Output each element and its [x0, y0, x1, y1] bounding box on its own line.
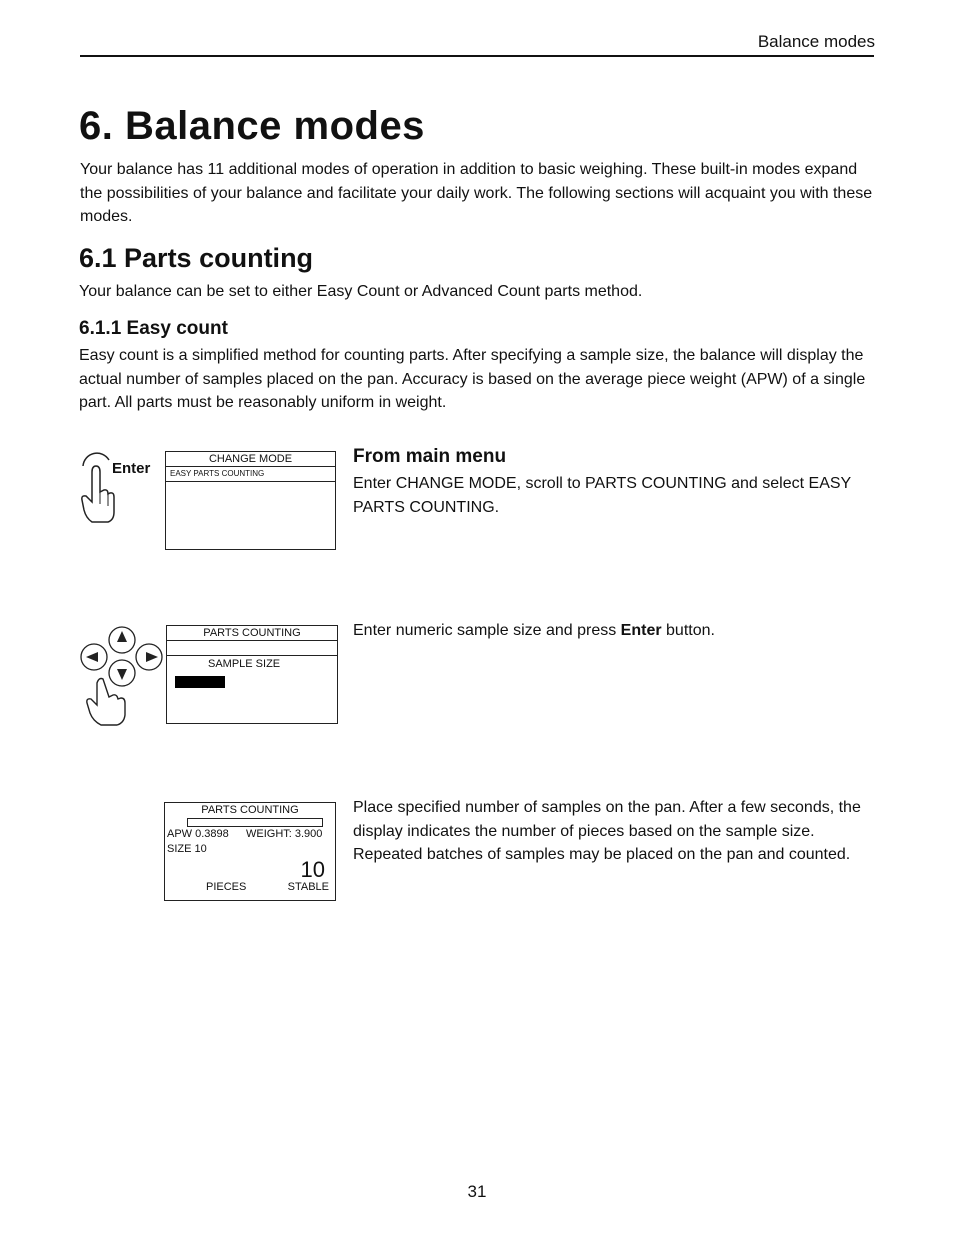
- display-change-mode: [165, 451, 336, 550]
- step2-enter-word: Enter: [620, 622, 662, 639]
- header-rule: [80, 55, 874, 57]
- subsection-title: 6.1.1 Easy count: [79, 318, 228, 339]
- section-title: 6.1 Parts counting: [79, 243, 314, 273]
- display-count: 10: [300, 857, 325, 882]
- display-status: STABLE: [287, 881, 329, 893]
- chapter-intro: Your balance has 11 additional modes of operation in addition to basic weighing. These built-in modes expand the possibilities of your balance and facilitate your daily work. The following sections will acquaint you with these modes.: [80, 161, 873, 225]
- display-prompt: SAMPLE SIZE: [208, 658, 281, 670]
- subsection-text: Easy count is a simplified method for counting parts. After specifying a sample size, the balance will display the actual number of samples placed on the pan. Accuracy is based on the average piece weight (APW) of a single part. All parts must be reasonably uniform in weight.: [79, 347, 866, 411]
- section-text: Your balance can be set to either Easy Count or Advanced Count parts method.: [79, 283, 643, 300]
- navigation-pad-icon: [77, 623, 167, 727]
- hand-press-enter-icon: [78, 446, 118, 524]
- input-cursor-field: [175, 676, 225, 688]
- step2-text: [353, 619, 873, 643]
- display-unit: PIECES: [206, 881, 247, 893]
- step3-text: Place specified number of samples on the pan. After a few seconds, the display indicates the number of pieces based on the sample size. Repeated batches of samples may be placed on the pan and counted.: [353, 799, 861, 863]
- chapter-title: 6. Balance modes: [79, 104, 425, 148]
- progress-bar: [187, 818, 323, 827]
- enter-key-label: Enter: [112, 460, 151, 477]
- page-number: 31: [467, 1182, 487, 1201]
- step1-text: Enter CHANGE MODE, scroll to PARTS COUNTING and select EASY PARTS COUNTING.: [353, 475, 851, 516]
- display-sample-size: SIZE 10: [167, 843, 207, 855]
- display-blank-row: [167, 641, 337, 656]
- display-parts-counting: [164, 802, 336, 901]
- step2-text-end: button.: [661, 622, 715, 639]
- display-apw: APW 0.3898: [167, 828, 229, 840]
- display-title: PARTS COUNTING: [167, 626, 337, 641]
- display-menu-item: EASY PARTS COUNTING: [166, 467, 335, 482]
- step-heading: From main menu: [353, 446, 507, 467]
- display-title: CHANGE MODE: [166, 452, 335, 467]
- running-header: Balance modes: [757, 32, 875, 51]
- display-sample-size: [166, 625, 338, 724]
- step2-text-start: Enter numeric sample size and press: [353, 622, 621, 639]
- display-title: PARTS COUNTING: [201, 804, 299, 816]
- display-weight: WEIGHT: 3.900: [246, 828, 323, 840]
